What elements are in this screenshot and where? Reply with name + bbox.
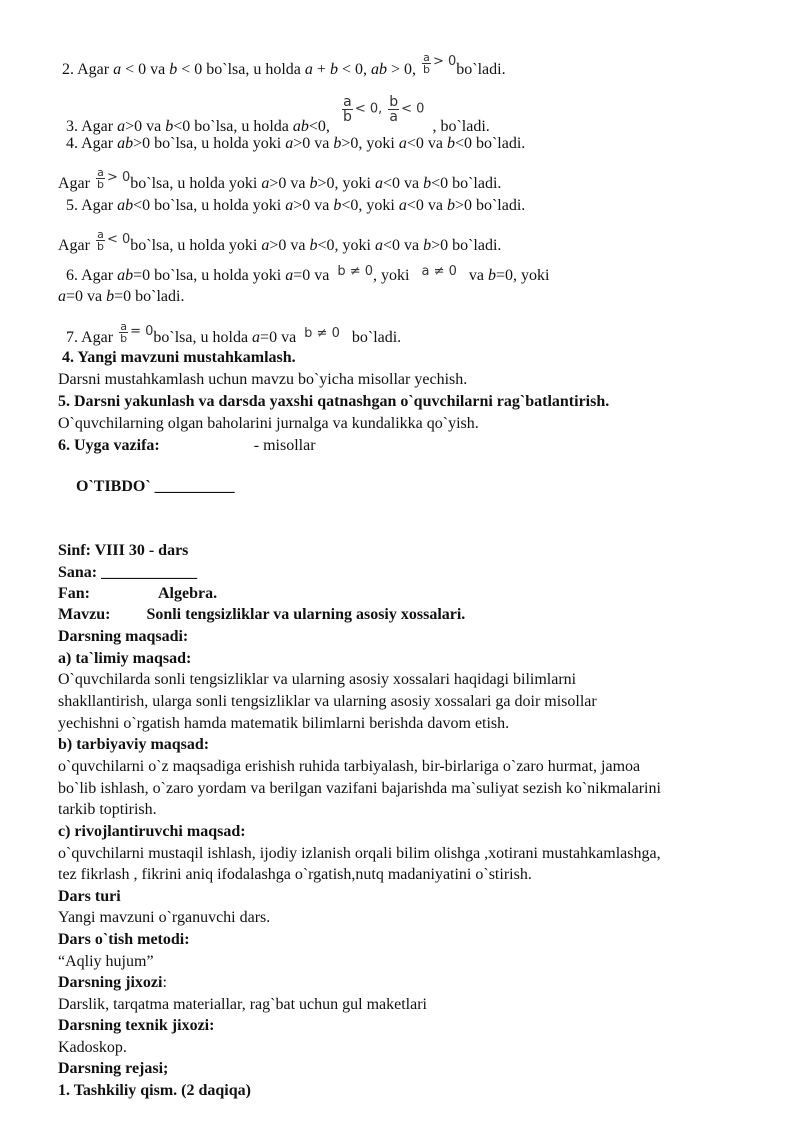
teaching-method-value: “Aqliy hujum” bbox=[58, 953, 154, 970]
numerator: a bbox=[343, 94, 352, 110]
var: a bbox=[113, 61, 122, 78]
developmental-goal-line: o`quvchilarni mustaqil ishlash, ijodiy izlanish orqali bilim olishga ,xotirani mustahkamlashga, bbox=[58, 845, 661, 862]
text: Agar bbox=[77, 61, 114, 78]
subject-label: Fan: bbox=[58, 585, 90, 602]
text: Agar bbox=[81, 135, 118, 152]
text: <0 bo`ladi. bbox=[454, 135, 526, 152]
text: >0, yoki bbox=[341, 135, 399, 152]
numerator: a bbox=[423, 50, 430, 64]
rule-number: 3. bbox=[66, 118, 78, 136]
fraction-a-over-b bbox=[96, 229, 105, 252]
var: a bbox=[374, 175, 383, 192]
fraction-a-over-b bbox=[119, 321, 128, 344]
text: <0 bo`ladi. bbox=[431, 175, 502, 192]
educational-goal-line: shakllantirish, ularga sonli tengsizliklar va ularning asosiy xossalari ga doir misollar bbox=[58, 693, 597, 710]
text: Agar bbox=[58, 175, 94, 192]
text: =0 bo`ladi. bbox=[114, 288, 185, 305]
var: ab bbox=[117, 135, 134, 152]
var: a bbox=[398, 197, 407, 214]
text: < 0 va bbox=[121, 61, 170, 78]
rule-5 bbox=[66, 196, 525, 216]
rule-number: 6. bbox=[66, 267, 78, 284]
text: <0, bbox=[308, 118, 330, 136]
text: <0, yoki bbox=[341, 197, 399, 214]
text: =0 va bbox=[66, 288, 107, 305]
text: bo`lsa, u holda bbox=[153, 329, 253, 346]
var: a bbox=[261, 237, 270, 254]
text: bo`lsa, u holda yoki bbox=[130, 175, 262, 192]
relation-b-not-zero: b ≠ 0 bbox=[304, 326, 340, 342]
text: > 0, bbox=[386, 61, 420, 78]
denominator: b bbox=[342, 109, 352, 125]
var: b bbox=[169, 61, 178, 78]
rule-5b bbox=[58, 227, 502, 256]
text: <0, yoki bbox=[317, 237, 375, 254]
denominator: a bbox=[389, 109, 398, 125]
fraction-a-over-b bbox=[422, 52, 431, 75]
relation: < 0, bbox=[354, 101, 383, 117]
var: a bbox=[261, 175, 270, 192]
text: <0 va bbox=[382, 175, 424, 192]
rule-number: 5. bbox=[66, 197, 78, 214]
upbringing-goal-line: tarkib toptirish. bbox=[58, 801, 157, 818]
var: a bbox=[252, 329, 261, 346]
rule-6 bbox=[66, 266, 549, 286]
text: <0 bo`lsa, u holda yoki bbox=[133, 197, 286, 214]
text: <0 va bbox=[406, 197, 447, 214]
text: =0 bo`lsa, u holda yoki bbox=[133, 267, 286, 284]
text: >0 bo`lsa, u holda yoki bbox=[133, 135, 286, 152]
upbringing-goal-heading: b) tarbiyaviy maqsad: bbox=[58, 736, 210, 753]
text: >0 bo`ladi. bbox=[431, 237, 502, 254]
var: a bbox=[285, 267, 294, 284]
var: a bbox=[58, 288, 66, 305]
denominator: b bbox=[120, 331, 128, 345]
text: =0, yoki bbox=[496, 267, 550, 284]
rule-4 bbox=[66, 134, 525, 154]
topic-line bbox=[58, 605, 465, 625]
text: bo`ladi. bbox=[456, 61, 506, 78]
text: < 0, bbox=[337, 61, 371, 78]
class-info: Sinf: VIII 30 - dars bbox=[58, 542, 189, 559]
text: >0 va bbox=[125, 118, 166, 136]
denominator: b bbox=[423, 62, 430, 76]
technical-equipment-value: Kadoskop. bbox=[58, 1039, 127, 1056]
rule-2 bbox=[62, 50, 506, 80]
text: >0 bo`ladi. bbox=[454, 197, 526, 214]
denominator: b bbox=[96, 239, 104, 253]
text: <0 va bbox=[406, 135, 447, 152]
relation-a-not-zero: a ≠ 0 bbox=[421, 264, 457, 280]
text: va bbox=[464, 267, 489, 284]
developmental-goal-line: tez fikrlash , fikrini aniq ifodalashga o`rgatish,nutq madaniyatini o`stirish. bbox=[58, 866, 532, 883]
relation: > 0 bbox=[106, 170, 131, 186]
var: a bbox=[117, 118, 126, 136]
text: =0 va bbox=[293, 267, 334, 284]
text: <0 bo`lsa, u holda bbox=[173, 118, 293, 136]
topic-value: Sonli tengsizliklar va ularning asosiy xossalari. bbox=[146, 606, 466, 623]
var: b bbox=[423, 237, 432, 254]
text: Agar bbox=[81, 267, 118, 284]
educational-goal-heading: a) ta`limiy maqsad: bbox=[58, 650, 192, 667]
text: Agar bbox=[81, 329, 118, 346]
var: b bbox=[309, 237, 318, 254]
var: b bbox=[423, 175, 432, 192]
var: b bbox=[333, 135, 342, 152]
var: a bbox=[374, 237, 383, 254]
date-field: Sana: ____________ bbox=[58, 564, 198, 581]
text: Agar bbox=[58, 237, 94, 254]
var: a bbox=[285, 197, 294, 214]
signature-line: O`TIBDO` __________ bbox=[76, 478, 235, 495]
var: ab bbox=[370, 61, 387, 78]
teaching-method-heading: Dars o`tish metodi: bbox=[58, 931, 190, 948]
equipment-heading bbox=[58, 973, 167, 993]
relation: > 0 bbox=[432, 54, 457, 70]
subject-value: Algebra. bbox=[158, 585, 218, 602]
text: , yoki bbox=[373, 267, 414, 284]
text: >0, yoki bbox=[317, 175, 375, 192]
rule-number: 2. bbox=[62, 61, 74, 78]
fraction-a-over-b bbox=[342, 95, 353, 124]
rule-7 bbox=[66, 319, 402, 348]
upbringing-goal-line: bo`lib ishlash, o`zaro yordam va berilgan vazifani bajarishda ma`suliyat sezish ko`nikmalarini bbox=[58, 780, 661, 797]
section-6 bbox=[58, 436, 316, 456]
var: b bbox=[488, 267, 497, 284]
var: a bbox=[285, 135, 294, 152]
rule-number: 7. bbox=[66, 329, 78, 346]
var: b bbox=[309, 175, 318, 192]
relation: < 0 bbox=[106, 232, 131, 248]
section-5-text: O`quvchilarning olgan baholarini jurnalga va kundalikka qo`yish. bbox=[58, 415, 479, 432]
educational-goal-line: yechishni o`rgatish hamda matematik bilimlarni berishda davom etish. bbox=[58, 715, 510, 732]
var: b bbox=[329, 61, 338, 78]
rule-6b bbox=[58, 287, 184, 307]
text: bo`ladi. bbox=[347, 329, 402, 346]
numerator: a bbox=[120, 319, 127, 333]
section-6-heading: 6. Uyga vazifa: bbox=[58, 437, 160, 454]
text: , bo`ladi. bbox=[432, 118, 490, 136]
numerator: a bbox=[97, 227, 104, 241]
fraction-b-over-a bbox=[388, 95, 399, 124]
technical-equipment-heading: Darsning texnik jixozi: bbox=[58, 1017, 215, 1034]
relation-b-not-zero: b ≠ 0 bbox=[337, 264, 374, 280]
rule-number: 4. bbox=[66, 135, 78, 152]
text: + bbox=[312, 61, 330, 78]
text: bo`lsa, u holda yoki bbox=[130, 237, 262, 254]
upbringing-goal-line: o`quvchilarni o`z maqsadiga erishish ruhida tarbiyalash, bir-birlariga o`zaro hurmat, jamoa bbox=[58, 758, 641, 775]
equipment-value: Darslik, tarqatma materiallar, rag`bat uchun gul maketlari bbox=[58, 996, 427, 1013]
relation: = 0 bbox=[130, 324, 154, 340]
lesson-plan-heading: Darsning rejasi; bbox=[58, 1060, 169, 1077]
educational-goal-line: O`quvchilarda sonli tengsizliklar va ularning asosiy xossalari haqidagi bilimlarni bbox=[58, 671, 577, 688]
text: >0 va bbox=[293, 197, 334, 214]
lesson-plan-item-1: 1. Tashkiliy qism. (2 daqiqa) bbox=[58, 1082, 251, 1099]
equipment-label: Darsning jixozi bbox=[58, 974, 163, 991]
var: ab bbox=[292, 118, 309, 136]
relation: < 0 bbox=[401, 101, 425, 117]
text: >0 va bbox=[269, 175, 310, 192]
numerator: b bbox=[389, 94, 399, 110]
var: ab bbox=[117, 267, 134, 284]
text: =0 va bbox=[260, 329, 301, 346]
fraction-group bbox=[340, 95, 425, 124]
text: >0 va bbox=[269, 237, 310, 254]
var: a bbox=[304, 61, 313, 78]
equipment-colon: : bbox=[162, 974, 167, 991]
topic-label: Mavzu: bbox=[58, 606, 111, 623]
section-5-heading: 5. Darsni yakunlash va darsda yaxshi qatnashgan o`quvchilarni rag`batlantirish. bbox=[58, 393, 610, 410]
fraction-a-over-b bbox=[96, 167, 105, 190]
var: b bbox=[106, 288, 115, 305]
var: b bbox=[446, 197, 455, 214]
section-4-text: Darsni mustahkamlash uchun mavzu bo`yicha misollar yechish. bbox=[58, 371, 468, 388]
numerator: a bbox=[97, 165, 104, 179]
text: >0 va bbox=[293, 135, 334, 152]
var: b bbox=[165, 118, 174, 136]
section-6-text: - misollar bbox=[253, 437, 316, 454]
lesson-type-heading: Dars turi bbox=[58, 888, 121, 905]
text: < 0 bo`lsa, u holda bbox=[177, 61, 305, 78]
var: ab bbox=[117, 197, 134, 214]
lesson-goals-heading: Darsning maqsadi: bbox=[58, 628, 189, 645]
denominator: b bbox=[96, 177, 104, 191]
text: <0 va bbox=[382, 237, 424, 254]
var: b bbox=[333, 197, 342, 214]
var: a bbox=[398, 135, 407, 152]
rule-4b bbox=[58, 165, 502, 194]
section-4-heading: 4. Yangi mavzuni mustahkamlash. bbox=[62, 349, 296, 366]
text: Agar bbox=[81, 118, 118, 136]
developmental-goal-heading: c) rivojlantiruvchi maqsad: bbox=[58, 823, 246, 840]
text: Agar bbox=[81, 197, 118, 214]
var: b bbox=[446, 135, 455, 152]
subject-line bbox=[58, 584, 217, 604]
lesson-type-value: Yangi mavzuni o`rganuvchi dars. bbox=[58, 909, 271, 926]
